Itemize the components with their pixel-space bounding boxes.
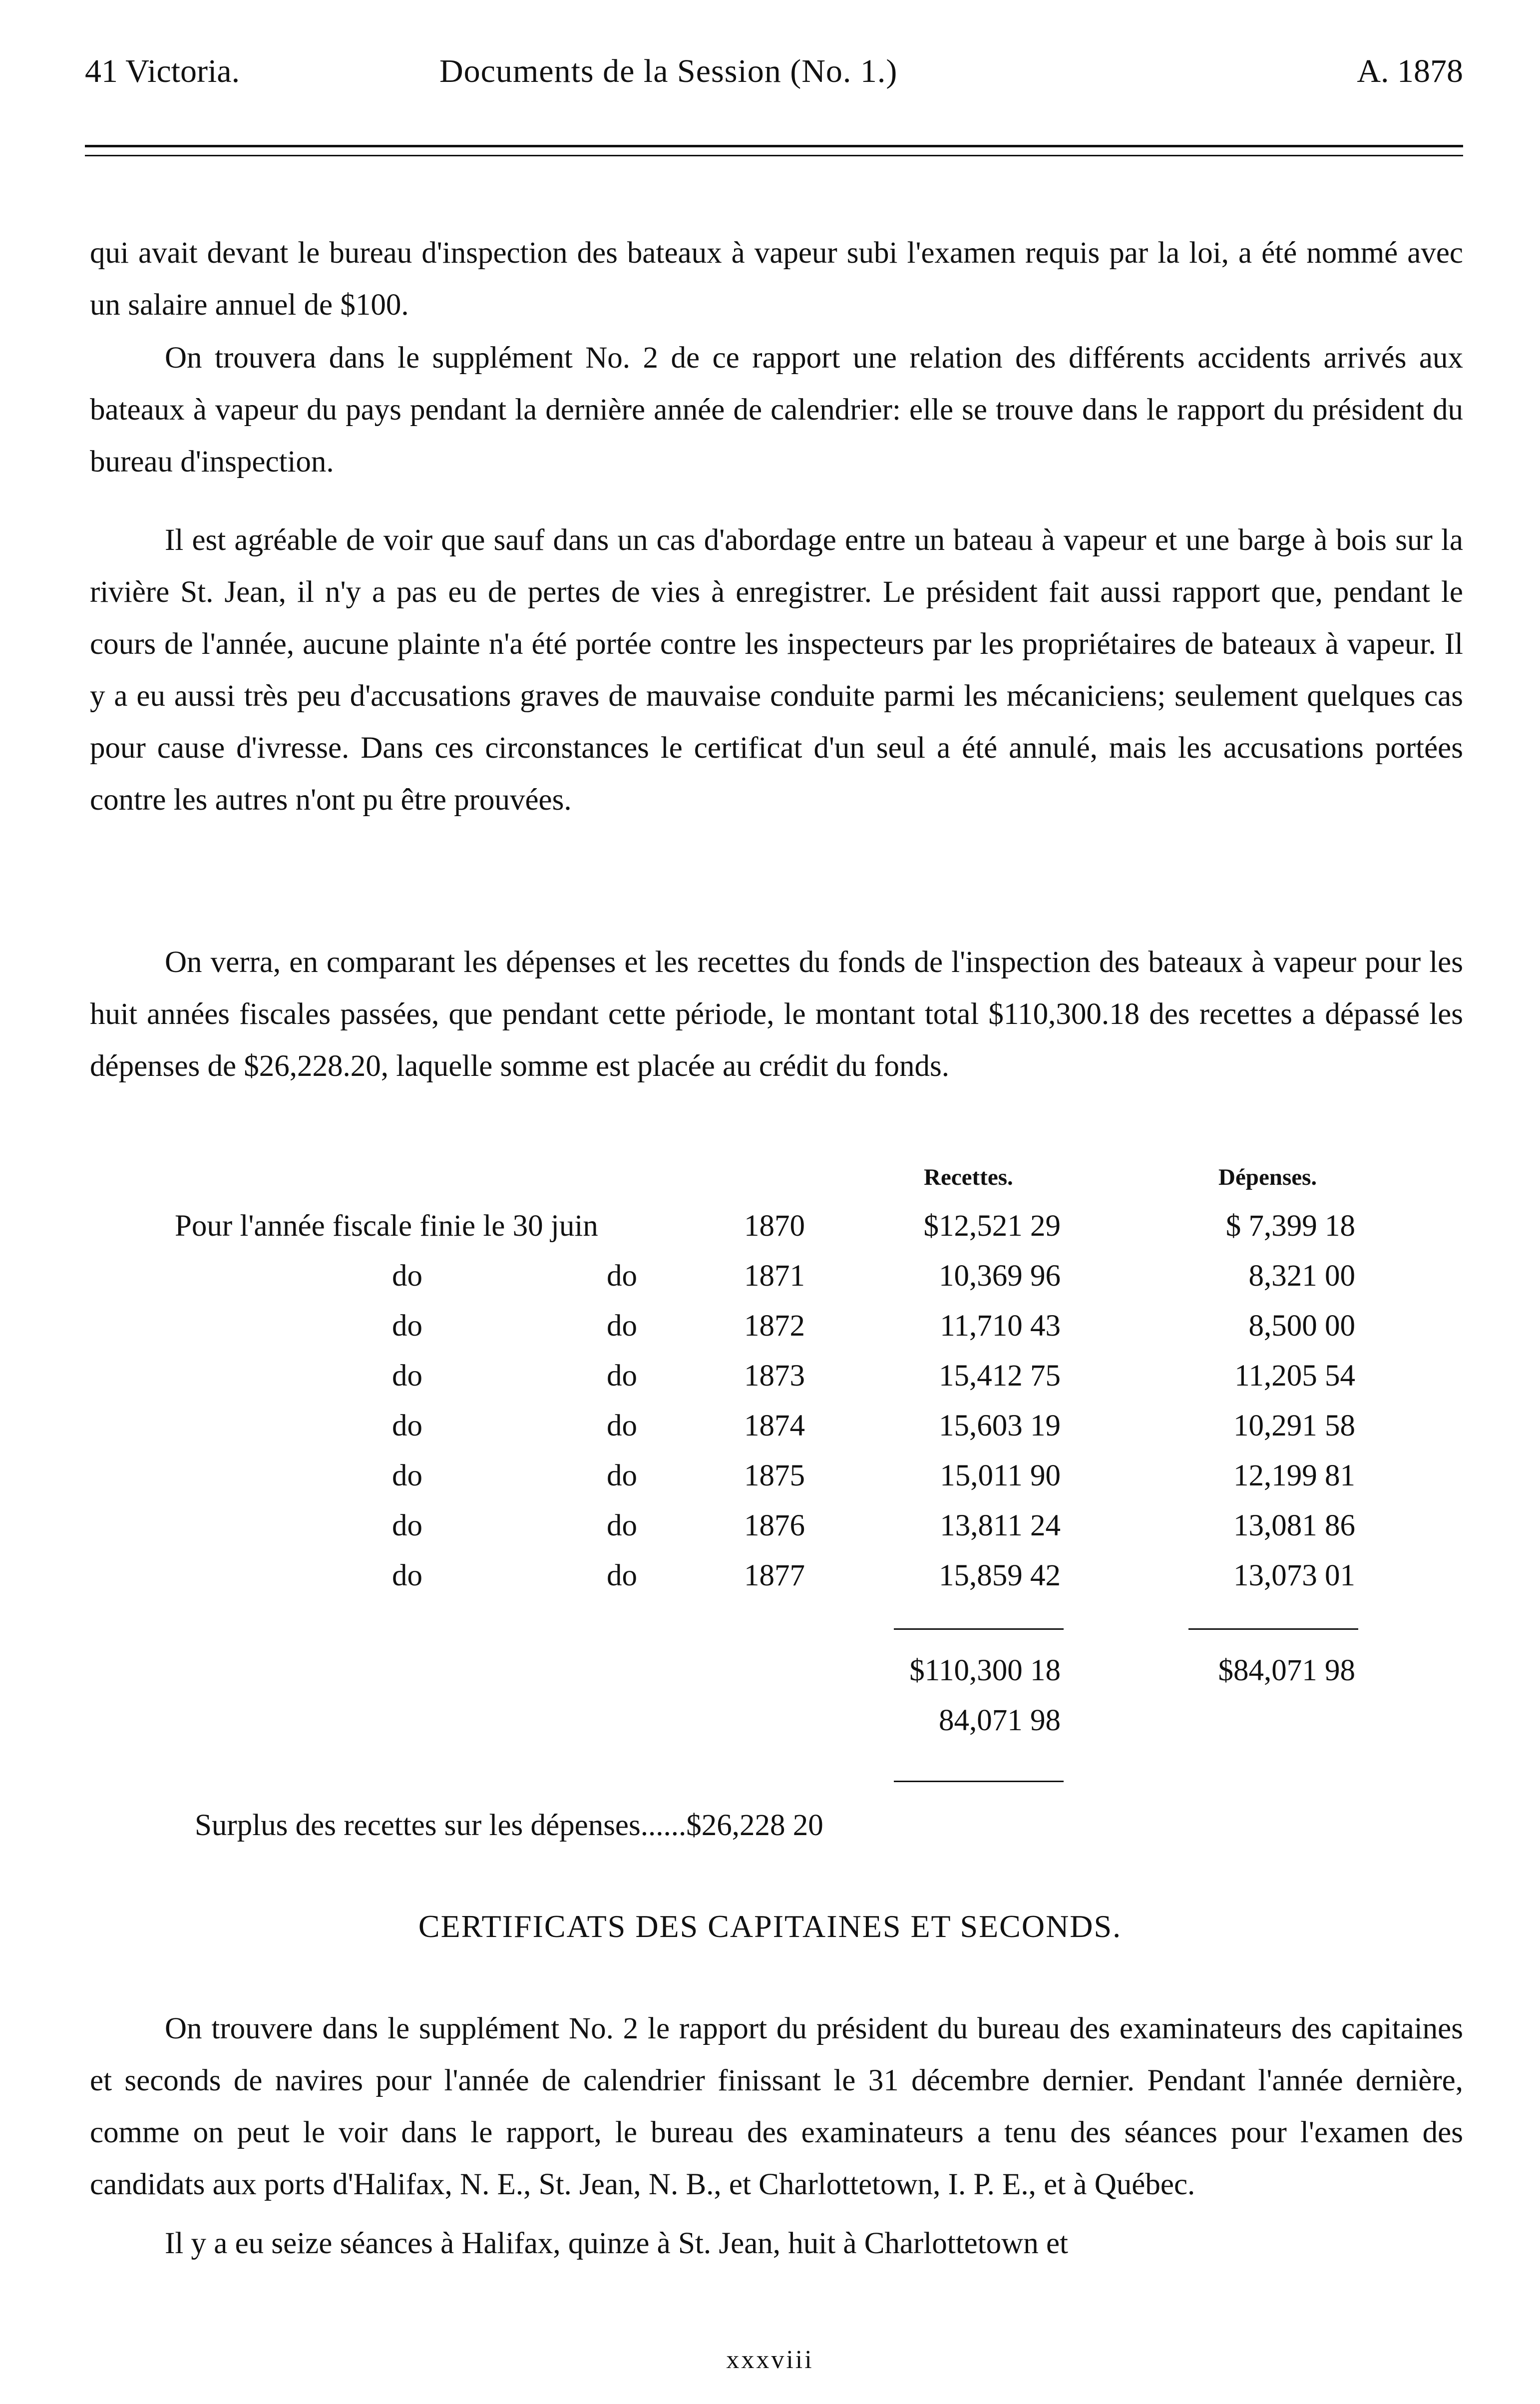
subtract-row <box>0 1703 1540 1753</box>
row-depenses: 13,081 86 <box>1233 1509 1355 1542</box>
row-ditto: do <box>392 1509 422 1542</box>
page-number: xxxviii <box>726 2346 814 2374</box>
row-ditto: do <box>392 1409 422 1442</box>
paragraph-5-text: On trouvere dans le supplément No. 2 le rapport du président du bureau des examinateurs des capitaines et seconds de navires pour l'année de calendrier finissant le 31 décembre dernier. Pendant l'année dernière, comme on peut le voir dans le rapport, le bureau des examinateurs a tenu des séances pour l'examen des candidats aux ports d'Halifax, N. E., St. Jean, N. B., et Charlottetown, I. P. E., et à Québec. <box>90 2012 1463 2201</box>
row-recettes: 13,811 24 <box>940 1509 1061 1542</box>
column-header-depenses: Dépenses. <box>1218 1164 1317 1190</box>
sum-rule-depenses <box>1188 1628 1358 1630</box>
row-ditto: do <box>607 1559 637 1592</box>
total-depenses: $84,071 98 <box>1218 1654 1355 1687</box>
row-recettes: 15,603 19 <box>939 1409 1061 1442</box>
table-row <box>0 1558 1540 1608</box>
totals-row <box>0 1653 1540 1703</box>
row-depenses: 10,291 58 <box>1233 1409 1355 1442</box>
row-ditto: do <box>607 1259 637 1293</box>
row-ditto: do <box>392 1459 422 1492</box>
row-recettes: 10,369 96 <box>939 1259 1061 1293</box>
table-row <box>0 1259 1540 1309</box>
paragraph-6 <box>90 2218 1463 2270</box>
header-title: Documents de la Session (No. 1.) <box>439 53 898 89</box>
paragraph-3-text: Il est agréable de voir que sauf dans un cas d'abordage entre un bateau à vapeur et une barge à bois sur la rivière St. Jean, il n'y a pas eu de pertes de vies à enregistrer. Le président fait aussi rapport que, pendant le cours de l'année, aucune plainte n'a été portée contre les inspecteurs par les propriétaires de bateaux à vapeur. Il y a eu aussi très peu d'accusations graves de mauvaise conduite parmi les mécaniciens; seulement quelques cas pour cause d'ivresse. Dans ces circonstances le certificat d'un seul a été annulé, mais les accusations portées contre les autres n'ont pu être prouvées. <box>90 523 1463 817</box>
row-recettes: $12,521 29 <box>923 1209 1061 1243</box>
row-year: 1876 <box>744 1509 805 1542</box>
row-recettes: 11,710 43 <box>940 1309 1061 1343</box>
table-row <box>0 1359 1540 1409</box>
row-ditto: do <box>607 1309 637 1343</box>
column-header-recettes: Recettes. <box>924 1164 1013 1190</box>
row-recettes: 15,859 42 <box>939 1559 1061 1592</box>
row-year: 1870 <box>744 1209 805 1243</box>
row-year: 1877 <box>744 1559 805 1592</box>
table-row <box>0 1508 1540 1558</box>
table-row <box>0 1458 1540 1508</box>
row-depenses: 13,073 01 <box>1233 1559 1355 1592</box>
paragraph-4-text: On verra, en comparant les dépenses et les recettes du fonds de l'inspection des bateaux à vapeur pour les huit années fiscales passées, que pendant cette période, le montant total $110,300.18 des recettes a dépassé les dépenses de $26,228.20, laquelle somme est placée au crédit du fonds. <box>90 946 1463 1083</box>
subtract-depenses: 84,071 98 <box>939 1704 1061 1737</box>
row-ditto: do <box>392 1309 422 1343</box>
row-depenses: $ 7,399 18 <box>1225 1209 1355 1243</box>
paragraph-3 <box>90 514 1463 826</box>
row-ditto: do <box>607 1409 637 1442</box>
page-header <box>85 52 1463 102</box>
row-year: 1872 <box>744 1309 805 1343</box>
total-recettes: $110,300 18 <box>909 1654 1061 1687</box>
section-heading: CERTIFICATS DES CAPITAINES ET SECONDS. <box>418 1909 1122 1944</box>
row-recettes: 15,011 90 <box>940 1459 1061 1492</box>
table-row <box>0 1409 1540 1458</box>
row-depenses: 8,321 00 <box>1248 1259 1355 1293</box>
header-year: A. 1878 <box>1357 53 1463 89</box>
table-row <box>0 1209 1540 1259</box>
header-rule-thick <box>85 145 1463 147</box>
row-label: Pour l'année fiscale finie le 30 juin <box>175 1209 598 1243</box>
paragraph-2-text: On trouvera dans le supplément No. 2 de ce rapport une relation des différents accidents arrivés aux bateaux à vapeur du pays pendant la dernière année de calendrier: elle se trouve dans le rapport du président du bureau d'inspection. <box>90 341 1463 479</box>
row-year: 1875 <box>744 1459 805 1492</box>
row-recettes: 15,412 75 <box>939 1359 1061 1393</box>
row-depenses: 11,205 54 <box>1234 1359 1355 1393</box>
difference-rule <box>894 1781 1064 1782</box>
paragraph-4 <box>90 937 1463 1092</box>
sum-rule-recettes <box>894 1628 1064 1630</box>
surplus-line: Surplus des recettes sur les dépenses......$26,228 20 <box>195 1809 823 1842</box>
row-ditto: do <box>607 1509 637 1542</box>
paragraph-1-text: qui avait devant le bureau d'inspection des bateaux à vapeur subi l'examen requis par la loi, a été nommé avec un salaire annuel de $100. <box>90 236 1463 322</box>
table-row <box>0 1309 1540 1359</box>
header-rule-thin <box>85 155 1463 156</box>
row-ditto: do <box>392 1559 422 1592</box>
row-depenses: 8,500 00 <box>1248 1309 1355 1343</box>
paragraph-2 <box>90 332 1463 488</box>
paragraph-1 <box>90 227 1463 331</box>
row-ditto: do <box>607 1459 637 1492</box>
row-ditto: do <box>607 1359 637 1393</box>
paragraph-6-text: Il y a eu seize séances à Halifax, quinze à St. Jean, huit à Charlottetown et <box>165 2227 1069 2260</box>
row-depenses: 12,199 81 <box>1233 1459 1355 1492</box>
row-ditto: do <box>392 1259 422 1293</box>
row-year: 1873 <box>744 1359 805 1393</box>
header-volume: 41 Victoria. <box>85 53 240 89</box>
paragraph-5 <box>90 2003 1463 2211</box>
row-ditto: do <box>392 1359 422 1393</box>
row-year: 1871 <box>744 1259 805 1293</box>
row-year: 1874 <box>744 1409 805 1442</box>
